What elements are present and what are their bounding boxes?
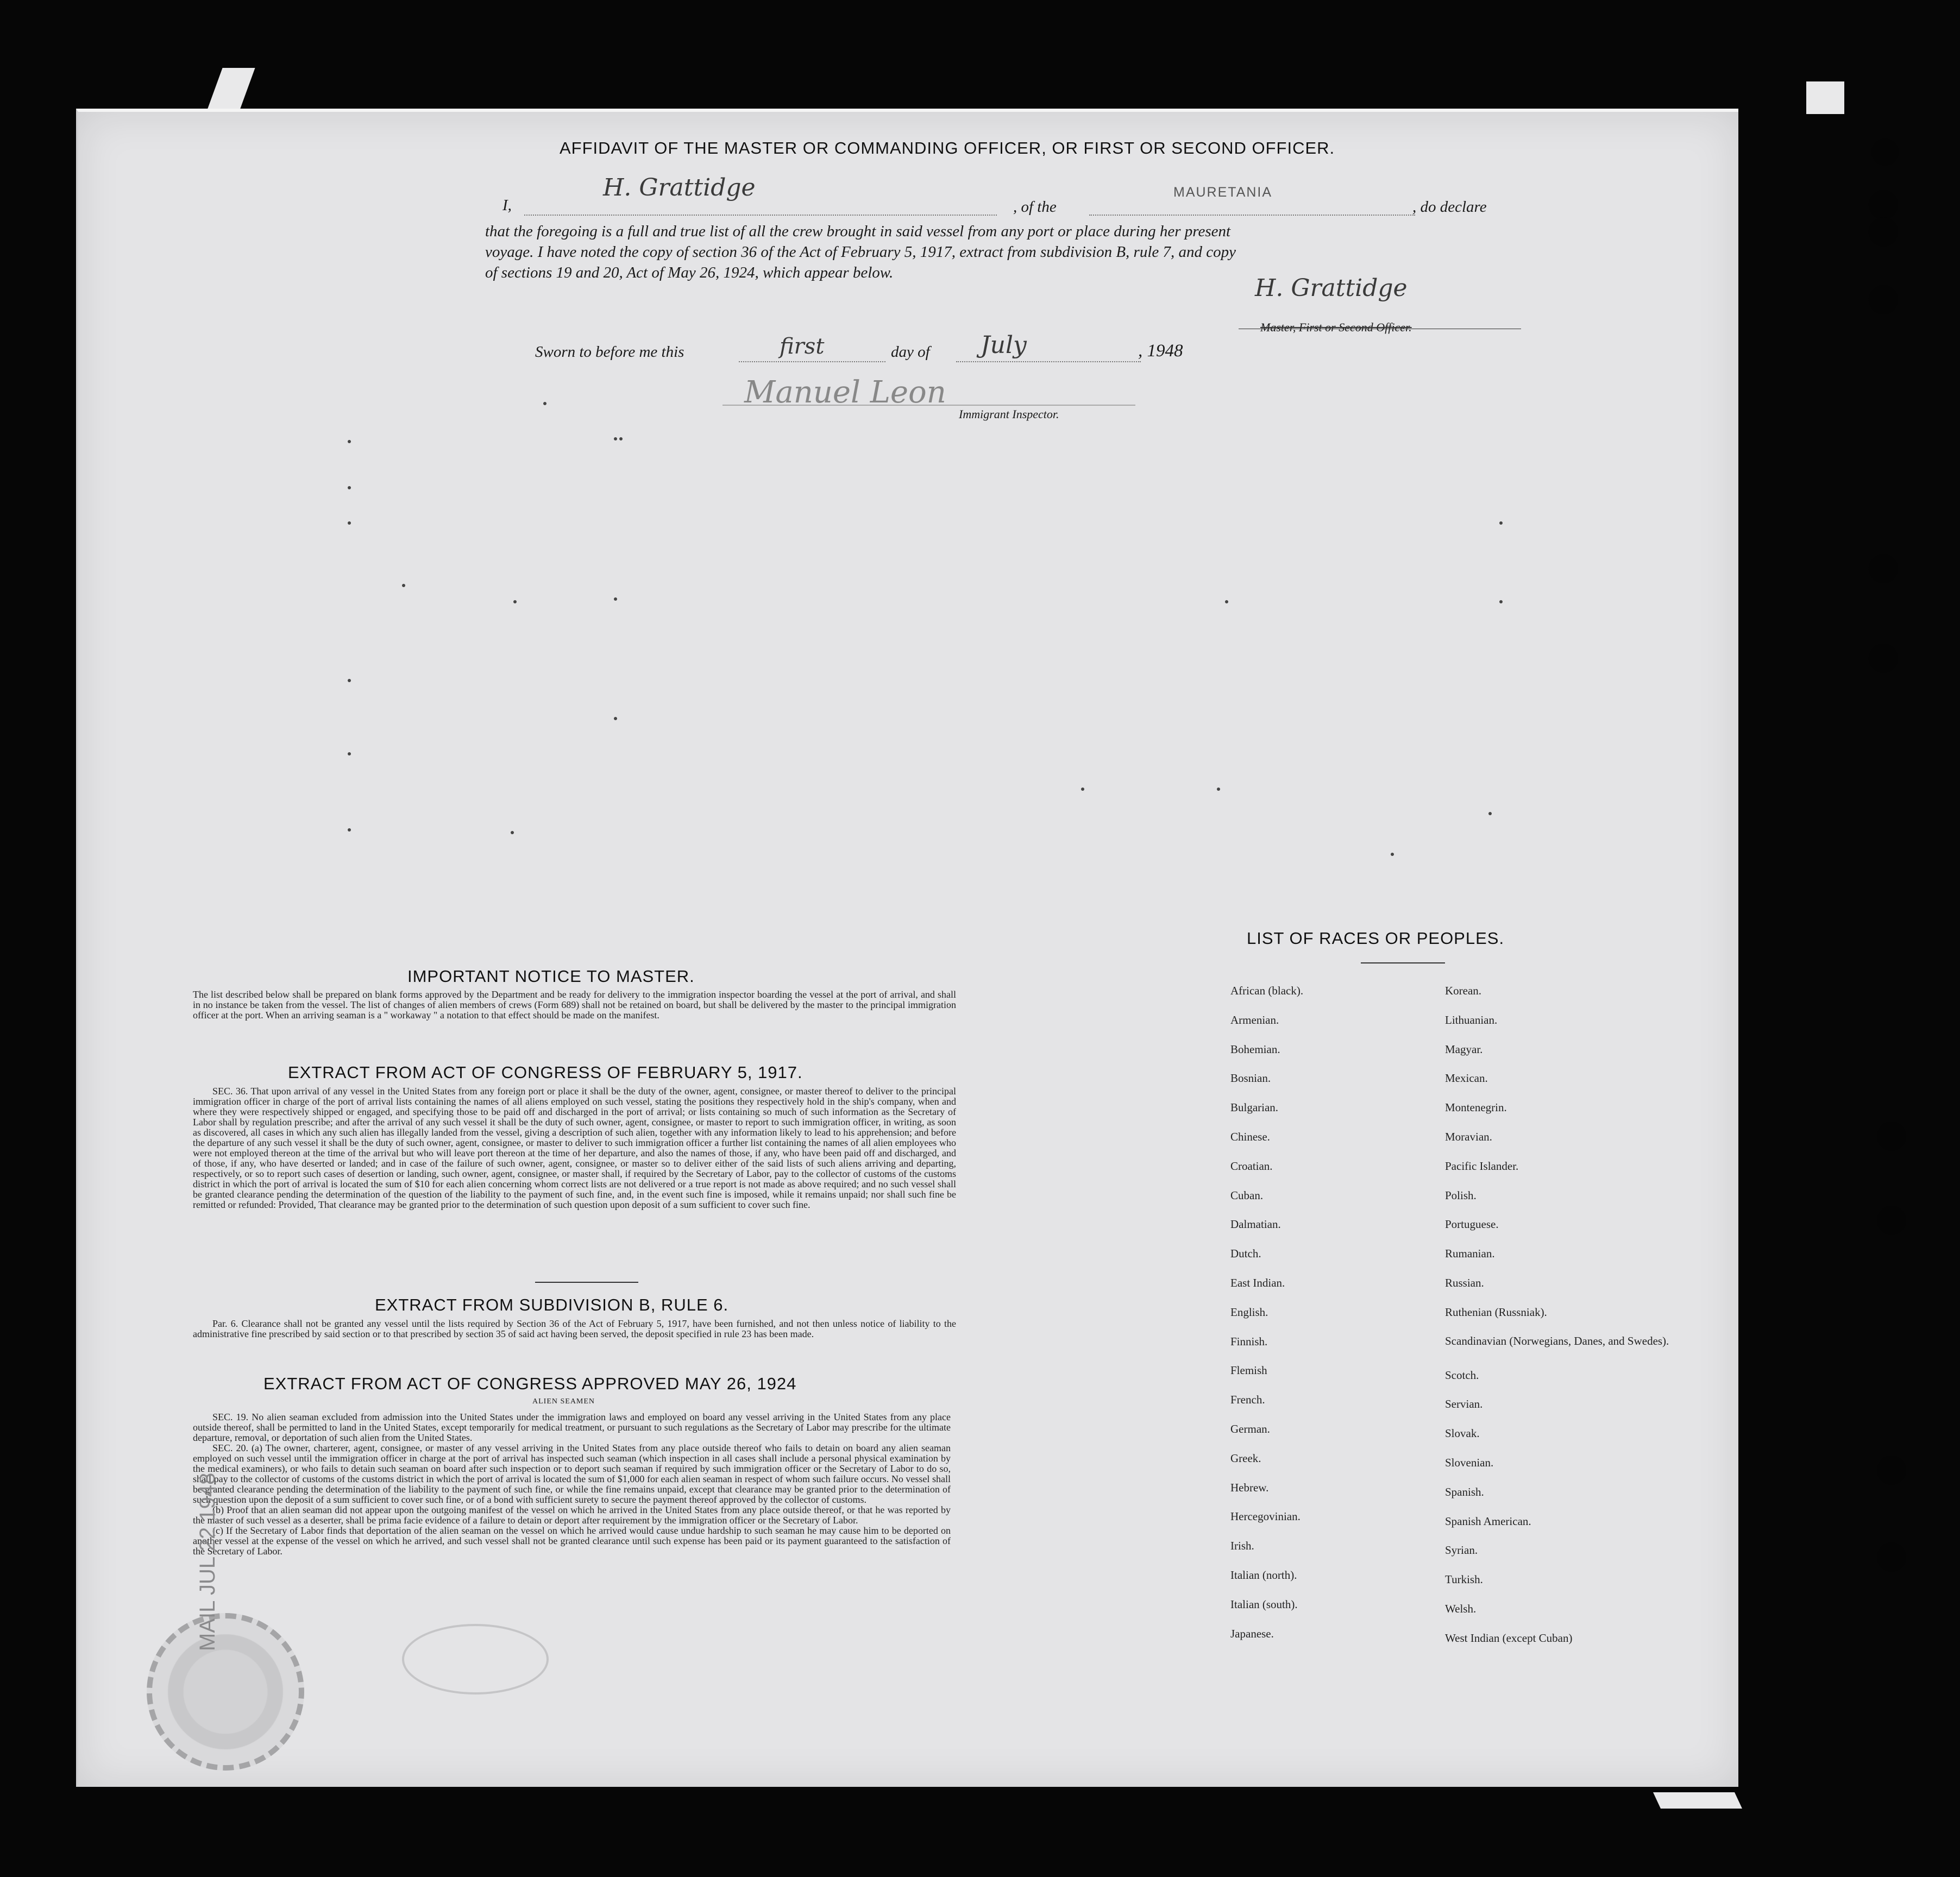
affidavit-title: AFFIDAVIT OF THE MASTER OR COMMANDING OFFICER, OR FIRST OR SECOND OFFICER. xyxy=(560,138,1335,158)
race-item: Scotch. xyxy=(1445,1368,1479,1382)
race-item: Rumanian. xyxy=(1445,1247,1495,1261)
races-left-column xyxy=(1230,984,1426,1656)
race-item: Welsh. xyxy=(1445,1602,1477,1615)
affidavit-body-line: voyage. I have noted the copy of section 36 of the Act of February 5, 1917, extract from subdivision B, rule 7, and copy xyxy=(485,243,1236,261)
sworn-day: first xyxy=(780,334,825,359)
section-20b-text: (b) Proof that an alien seaman did not appear upon the outgoing manifest of the vessel on which he arrived in the United States from any place outside thereof, or that he was reported by the master of such vessel as a deserter, shall be prima facie evidence of a failure to detain or deport after requirement by the immigration officer or the Secretary of Labor. xyxy=(193,1504,951,1526)
affidavit-body-line: that the foregoing is a full and true list of all the crew brought in said vessel from any port or place during her present xyxy=(485,223,1231,240)
race-item: Finnish. xyxy=(1230,1334,1268,1348)
race-item: Russian. xyxy=(1445,1276,1484,1289)
bleed-dot xyxy=(614,597,617,601)
race-item: Portuguese. xyxy=(1445,1218,1499,1231)
signer-title-text: Master, First or Second Officer. xyxy=(1260,320,1412,334)
race-item: Spanish American. xyxy=(1445,1514,1531,1528)
race-item: Korean. xyxy=(1445,984,1482,997)
race-item: Bohemian. xyxy=(1230,1042,1280,1056)
punch-hole xyxy=(1869,285,1898,314)
paper-tab xyxy=(206,68,255,111)
signer-title xyxy=(1260,320,1412,335)
day-of-label: day of xyxy=(891,343,930,361)
bleed-dot xyxy=(348,521,351,525)
punch-hole xyxy=(1869,190,1898,219)
race-item: Bulgarian. xyxy=(1230,1101,1279,1114)
of-the-label: , of the xyxy=(1013,198,1057,216)
race-item: Bosnian. xyxy=(1230,1072,1271,1085)
punch-hole xyxy=(1877,1122,1906,1151)
bleed-dot xyxy=(1391,853,1394,856)
bleed-dot xyxy=(1488,812,1492,815)
race-item: Slovenian. xyxy=(1445,1456,1494,1469)
vessel-name: MAURETANIA xyxy=(1173,185,1273,200)
master-signature: H. Grattidge xyxy=(1255,274,1408,302)
punch-hole xyxy=(1869,644,1898,673)
bleed-dot xyxy=(511,831,514,834)
subdivision-b-text: Par. 6. Clearance shall not be granted any vessel until the lists required by Section 36 of the Act of February 5, 1917, have been furnished, and not then unless notice of liability to the administrative fine prescribed by said section or to that prescribed by section 35 of said act having been served, the deposit specified in rule 23 has been made. xyxy=(193,1318,956,1339)
race-item: East Indian. xyxy=(1230,1276,1285,1289)
race-item: Irish. xyxy=(1230,1539,1254,1553)
mail-stamp-seal xyxy=(147,1613,304,1771)
race-item: Cuban. xyxy=(1230,1188,1264,1202)
declarant-line xyxy=(524,215,997,216)
bleed-dot xyxy=(619,437,623,440)
notice-text: The list described below shall be prepared on blank forms approved by the Department and be ready for delivery to the immigration inspector boarding the vessel at the port of arrival, and shall in no instance be taken from the vessel. The list of changes of alien members of crews (Form 689) shall not be retained on board, but shall be delivered by the master to the principal immigration officer at the port. When an arriving seaman is a " workaway " a notation to that effect should be made on the manifest. xyxy=(193,989,956,1021)
section-20a-text: SEC. 20. (a) The owner, charterer, agent, consignee, or master of any vessel arriving in the United States from any place outside thereof who fails to detain on board any alien seaman employed on such vessel until the immigration officer in charge at the port of arrival has inspected such seaman (which inspection in all cases shall include a personal physical examination by the medical examiners), or who fails to detain such seaman on board after such inspection or to deport such seaman if required by such immigration officer or the Secretary of Labor to do so, shall pay to the collector of customs of the customs district in which the port of arrival is located the sum of $1,000 for each alien seaman in respect of whom such failure occurs. No vessel shall be granted clearance pending the determination of the liability to the payment of such fine, or while the fine remains unpaid, except that clearance may be granted prior to the determination of such question upon the deposit of a sum sufficient to cover such fine, or of a bond with sufficient surety to secure the payment thereof approved by the collector of customs. xyxy=(193,1443,951,1505)
race-item: Scandinavian (Norwegians, Danes, and Swedes). xyxy=(1445,1334,1669,1347)
race-item: Servian. xyxy=(1445,1397,1483,1411)
race-item: Turkish. xyxy=(1445,1573,1483,1586)
extract-1917-text: SEC. 36. That upon arrival of any vessel in the United States from any foreign port or place it shall be the duty of the owner, agent, consignee, or master thereof to deliver to the principal immigration officer in charge of the port of arrival lists containing the names of all aliens employed on such vessel, stating the positions they respectively hold in the ship's company, when and where they were respectively shipped or engaged, and specifying those to be paid off and discharged in the port of arrival; or lists containing so much of such information as the Secretary of Labor shall by regulation prescribe; and after the arrival of any such vessel it shall be the duty of such owner, agent, consignee, or master to report to such immigration officer, in writing, as soon as discovered, all cases in which any such alien has illegally landed from the vessel, giving a description of such alien, together with any information likely to lead to his apprehension; and before the departure of any such vessel it shall be the duty of such owner, agent, consignee, or master to deliver to such immigration officer a further list containing the names of all alien employees who were not employed thereon at the time of the arrival but who will leave port thereon at the time of her departure, and also the names of those, if any, who have been paid off and discharged, and of those, if any, who have deserted or landed; and in case of the failure of such owner, agent, consignee, or master so to deliver either of the said lists of such aliens arriving and departing, respectively, or so to report such cases of desertion or landing, such owner, agent, consignee, or master shall, if required by the Secretary of Labor, pay to the collector of customs of the customs district in which the port of arrival is located the sum of $10 for each alien concerning whom correct lists are not delivered or a true report is not made as above required; and no such vessel shall be granted clearance pending the determination of the question of the liability to the payment of such fine, and, in the event such fine is imposed, while it remains unpaid; nor shall such fine be remitted or refunded: Provided, That clearance may be granted prior to the determination of such question upon deposit of a sum sufficient to cover such fine. xyxy=(193,1086,956,1210)
bleed-dot xyxy=(543,402,546,405)
race-item: Greek. xyxy=(1230,1451,1261,1465)
race-item: Dutch. xyxy=(1230,1247,1261,1261)
race-item: African (black). xyxy=(1230,984,1304,997)
race-item: Japanese. xyxy=(1230,1627,1274,1640)
bleed-dot xyxy=(1081,788,1084,791)
bleed-dot xyxy=(1217,788,1220,791)
race-item: Hebrew. xyxy=(1230,1481,1269,1494)
sworn-month-line xyxy=(956,361,1141,362)
race-item: Slovak. xyxy=(1445,1427,1480,1440)
race-item: Dalmatian. xyxy=(1230,1218,1281,1231)
races-title: LIST OF RACES OR PEOPLES. xyxy=(1247,929,1505,948)
race-item: Italian (north). xyxy=(1230,1568,1297,1582)
extract-1917-title: EXTRACT FROM ACT OF CONGRESS OF FEBRUARY 5, 1917. xyxy=(288,1063,803,1082)
race-item: Pacific Islander. xyxy=(1445,1159,1519,1173)
punch-hole xyxy=(1877,1456,1906,1485)
race-item: Lithuanian. xyxy=(1445,1013,1498,1026)
races-title-rule xyxy=(1361,962,1445,963)
mail-stamp-text: MAIL JUL 22 1948 xyxy=(196,1472,219,1651)
paper-tab xyxy=(1806,81,1844,114)
race-item: Hercegovinian. xyxy=(1230,1510,1301,1523)
affidavit-body-line: of sections 19 and 20, Act of May 26, 1924, which appear below. xyxy=(485,264,894,281)
race-item: West Indian (except Cuban) xyxy=(1445,1631,1573,1645)
vessel-line xyxy=(1089,215,1415,216)
subdivision-b-title: EXTRACT FROM SUBDIVISION B, RULE 6. xyxy=(375,1295,729,1314)
bleed-dot xyxy=(1499,600,1503,603)
inspector-signature: Manuel Leon xyxy=(744,375,946,410)
do-declare-label: , do declare xyxy=(1412,198,1487,216)
sworn-day-line xyxy=(739,361,885,362)
bleed-dot xyxy=(348,440,351,443)
race-item: Montenegrin. xyxy=(1445,1101,1507,1114)
extract-1924-body xyxy=(193,1412,951,1557)
bleed-dot xyxy=(1225,600,1228,603)
declarant-signature: H. Grattidge xyxy=(603,174,756,201)
race-item: Polish. xyxy=(1445,1188,1477,1202)
paper-tab xyxy=(1653,1792,1742,1809)
bleed-dot xyxy=(402,584,405,587)
race-item: Magyar. xyxy=(1445,1042,1483,1056)
race-item: German. xyxy=(1230,1422,1270,1435)
punch-hole xyxy=(1869,217,1898,247)
race-item: Flemish xyxy=(1230,1364,1267,1377)
section-20c-text: (c) If the Secretary of Labor finds that deportation of the alien seaman on the vessel on which he arrived would cause undue hardship to such seaman he may cause him to be deported on another vessel at the expense of the vessel on which he arrived, and such vessel shall not be granted clearance until such expense has been paid or its payment guaranteed to the satisfaction of the Secretary of Labor. xyxy=(193,1525,951,1557)
race-item: Ruthenian (Russniak). xyxy=(1445,1305,1547,1319)
race-item: Chinese. xyxy=(1230,1130,1270,1143)
race-item: English. xyxy=(1230,1305,1268,1319)
sworn-label: Sworn to before me this xyxy=(535,343,684,361)
alien-seamen-subtitle: ALIEN SEAMEN xyxy=(532,1397,595,1406)
races-right-column xyxy=(1445,984,1673,1661)
extract-1924-title: EXTRACT FROM ACT OF CONGRESS APPROVED MAY 26, 1924 xyxy=(263,1374,797,1393)
sworn-year: , 1948 xyxy=(1138,341,1183,361)
bleed-dot xyxy=(348,828,351,832)
bleed-dot xyxy=(1499,521,1503,525)
race-item: French. xyxy=(1230,1393,1265,1407)
declarant-label: I, xyxy=(502,197,512,214)
bleed-dot xyxy=(614,437,617,440)
punch-hole xyxy=(1871,138,1899,166)
punch-hole xyxy=(1877,1206,1906,1235)
race-item: Spanish. xyxy=(1445,1485,1484,1498)
bleed-dot xyxy=(348,752,351,755)
bleed-dot xyxy=(513,600,517,603)
race-item: Moravian. xyxy=(1445,1130,1492,1143)
sworn-month: July xyxy=(981,331,1027,359)
bleed-dot xyxy=(348,486,351,489)
oval-stamp xyxy=(402,1624,549,1695)
inspector-line xyxy=(723,405,1135,406)
bleed-dot xyxy=(614,717,617,720)
divider-rule xyxy=(535,1282,638,1283)
race-item: Italian (south). xyxy=(1230,1597,1298,1611)
race-item: Croatian. xyxy=(1230,1159,1273,1173)
section-19-text: SEC. 19. No alien seaman excluded from admission into the United States under the immigration laws and employed on board any vessel arriving in the United States from any place outside thereof, shall be permitted to land in the United States, except temporarily for medical treatment, or pursuant to such regulations as the Secretary of Labor may prescribe for the ultimate departure, removal, or deportation of such alien from the United States. xyxy=(193,1412,951,1443)
race-item: Mexican. xyxy=(1445,1072,1488,1085)
punch-hole xyxy=(1877,1542,1906,1572)
race-item: Armenian. xyxy=(1230,1013,1279,1026)
inspector-label: Immigrant Inspector. xyxy=(959,407,1059,421)
punch-hole xyxy=(1869,554,1898,583)
notice-title: IMPORTANT NOTICE TO MASTER. xyxy=(407,967,695,986)
race-item: Syrian. xyxy=(1445,1544,1478,1557)
bleed-dot xyxy=(348,679,351,682)
